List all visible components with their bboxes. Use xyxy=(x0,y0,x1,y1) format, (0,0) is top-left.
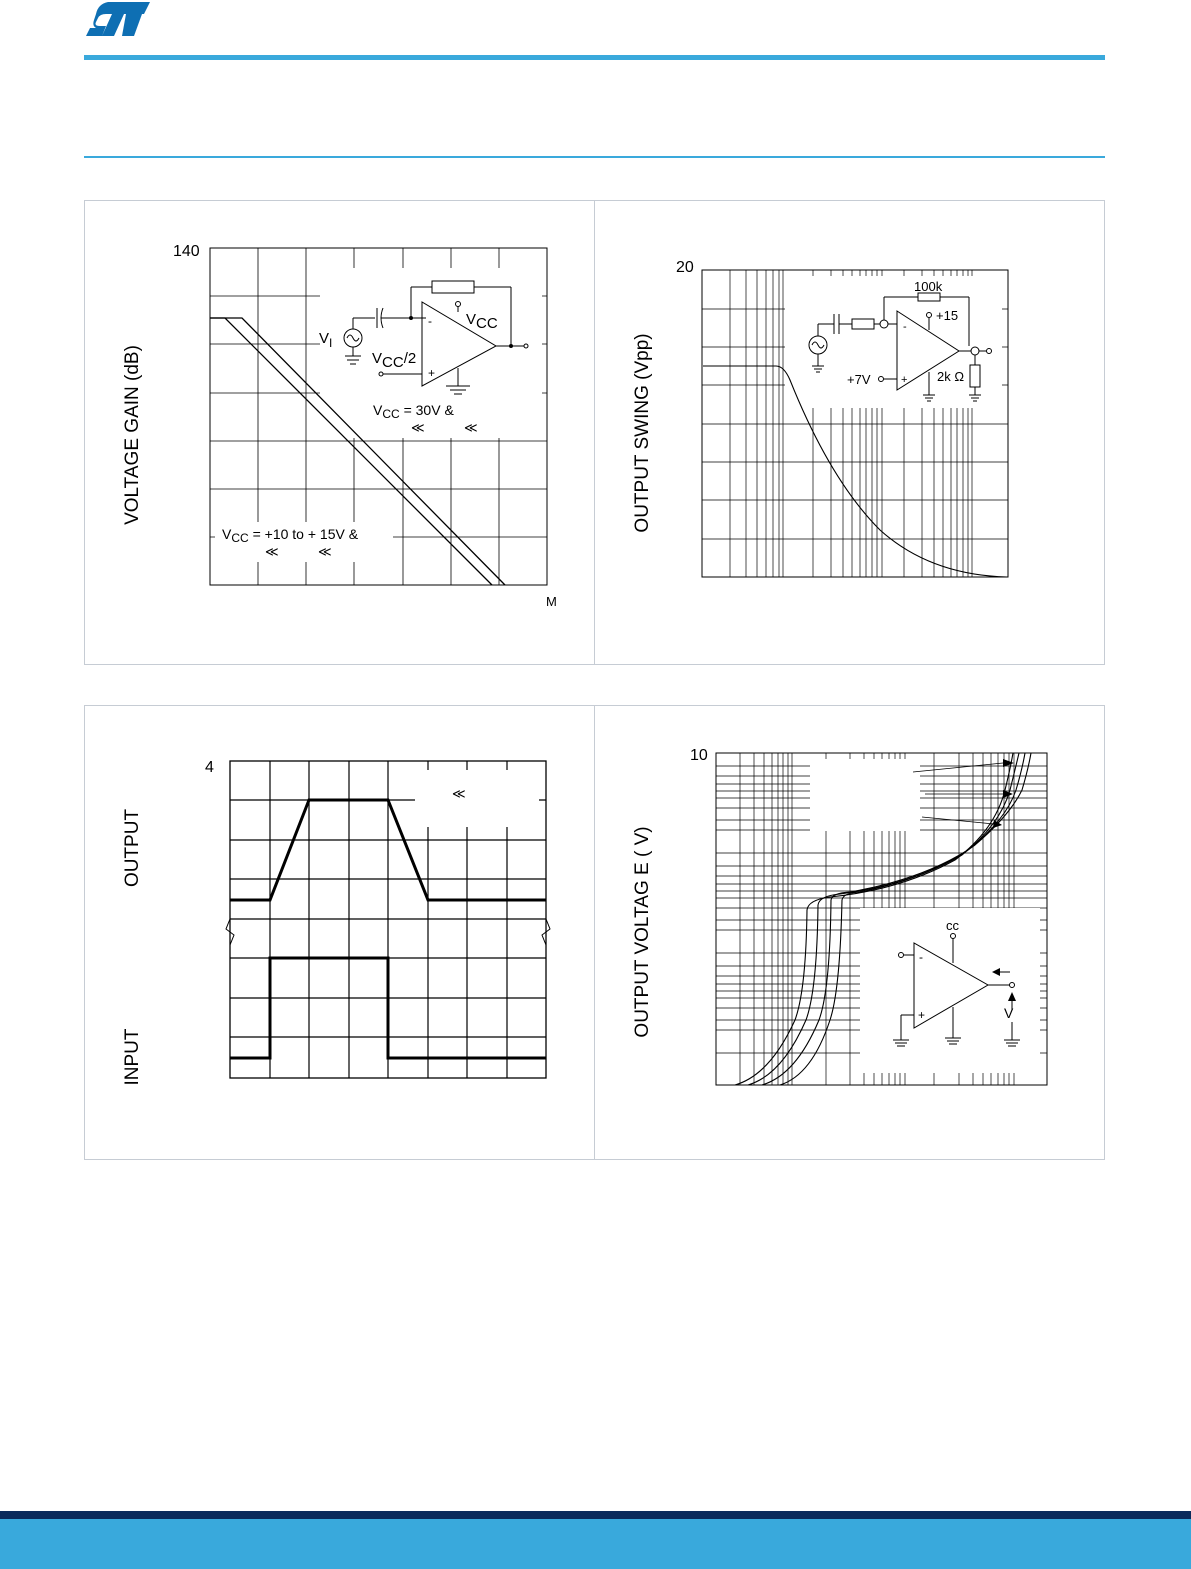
inset-vcc-label: VCC xyxy=(466,311,498,332)
pulse-output-label: OUTPUT xyxy=(122,808,143,888)
curve-note-10-15v: VCC = +10 to + 15V & xyxy=(222,526,359,545)
output-swing-ytick-top: 20 xyxy=(676,259,694,276)
output-voltage-ylabel: OUTPUT VOLTAG E ( V) xyxy=(632,826,653,1038)
pulse-ytick-top: 4 xyxy=(205,759,214,776)
voltage-gain-ylabel: VOLTAGE GAIN (dB) xyxy=(122,345,143,525)
svg-text:-: - xyxy=(919,950,923,964)
output-swing-ylabel: OUTPUT SWING (Vpp) xyxy=(632,333,653,533)
curve-note-30v: VCC = 30V & xyxy=(373,402,454,421)
svg-text:+: + xyxy=(428,366,436,380)
svg-text:-: - xyxy=(428,314,432,328)
inset-supply-label: +15 xyxy=(936,308,959,323)
footer-bar-dark xyxy=(0,1511,1191,1519)
pulse-note-arrow: ≪ xyxy=(452,786,466,801)
svg-text:-: - xyxy=(903,321,907,333)
inset-vi-label: $V_I$ xyxy=(319,330,333,350)
output-voltage-ytick-top: 10 xyxy=(690,747,708,764)
voltage-gain-x-unit: M xyxy=(546,594,557,609)
curve-note-arrow: ≪ xyxy=(464,420,478,435)
svg-text:+: + xyxy=(901,374,908,386)
voltage-gain-ytick-top: 140 xyxy=(173,243,200,260)
svg-text:+: + xyxy=(918,1008,926,1022)
curve-note-arrow: ≪ xyxy=(265,544,279,559)
inset-resistor-label: 100k xyxy=(914,279,943,294)
inset-bias-label: +7V xyxy=(847,372,871,387)
inset-load-label: 2k Ω xyxy=(937,369,965,384)
output-swing-chart xyxy=(702,270,1008,577)
inset-v-label: V xyxy=(1004,1005,1014,1021)
inset-cc-label: cc xyxy=(946,918,959,933)
pulse-input-label: INPUT xyxy=(122,1028,143,1086)
footer-bar xyxy=(0,1519,1191,1569)
pulse-response-chart xyxy=(226,761,550,1078)
curve-note-arrow: ≪ xyxy=(318,544,332,559)
inset-vcc-half-label: VCC/2 xyxy=(372,350,417,371)
curve-note-arrow: ≪ xyxy=(411,420,425,435)
output-voltage-chart xyxy=(716,753,1047,1085)
